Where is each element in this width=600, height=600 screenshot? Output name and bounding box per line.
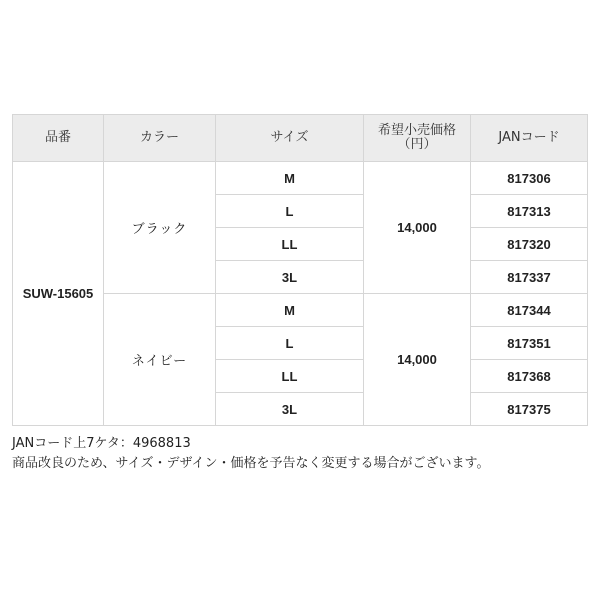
part-number-cell: SUW-15605 [13,162,104,426]
jan-cell: 817368 [471,360,588,393]
size-cell: M [216,294,364,327]
header-price [364,115,471,162]
jan-cell: 817375 [471,393,588,426]
jan-cell: 817351 [471,327,588,360]
jan-cell: 817320 [471,228,588,261]
jan-cell: 817313 [471,195,588,228]
table-row [13,162,588,195]
disclaimer-note: 商品改良のため、サイズ・デザイン・価格を予告なく変更する場合がございます。 [12,456,490,471]
size-cell: 3L [216,261,364,294]
jan-cell: 817306 [471,162,588,195]
size-cell: L [216,195,364,228]
size-cell: LL [216,228,364,261]
header-color: カラー [104,115,216,162]
notes [12,434,490,474]
jan-prefix-note: JANコード上7ケタ：4968813 [12,436,191,451]
size-cell: M [216,162,364,195]
header-part-no: 品番 [13,115,104,162]
color-cell-black: ブラック [104,162,216,294]
jan-cell: 817337 [471,261,588,294]
header-price-unit: （円） [397,137,437,152]
header-size: サイズ [216,115,364,162]
price-cell-black: 14,000 [364,162,471,294]
color-cell-navy: ネイビー [104,294,216,426]
header-jan: JANコード [471,115,588,162]
size-cell: LL [216,360,364,393]
table-header-row [13,115,588,162]
spec-table [12,114,588,426]
header-price-label: 希望小売価格 [377,123,456,138]
jan-cell: 817344 [471,294,588,327]
size-cell: L [216,327,364,360]
price-cell-navy: 14,000 [364,294,471,426]
size-cell: 3L [216,393,364,426]
